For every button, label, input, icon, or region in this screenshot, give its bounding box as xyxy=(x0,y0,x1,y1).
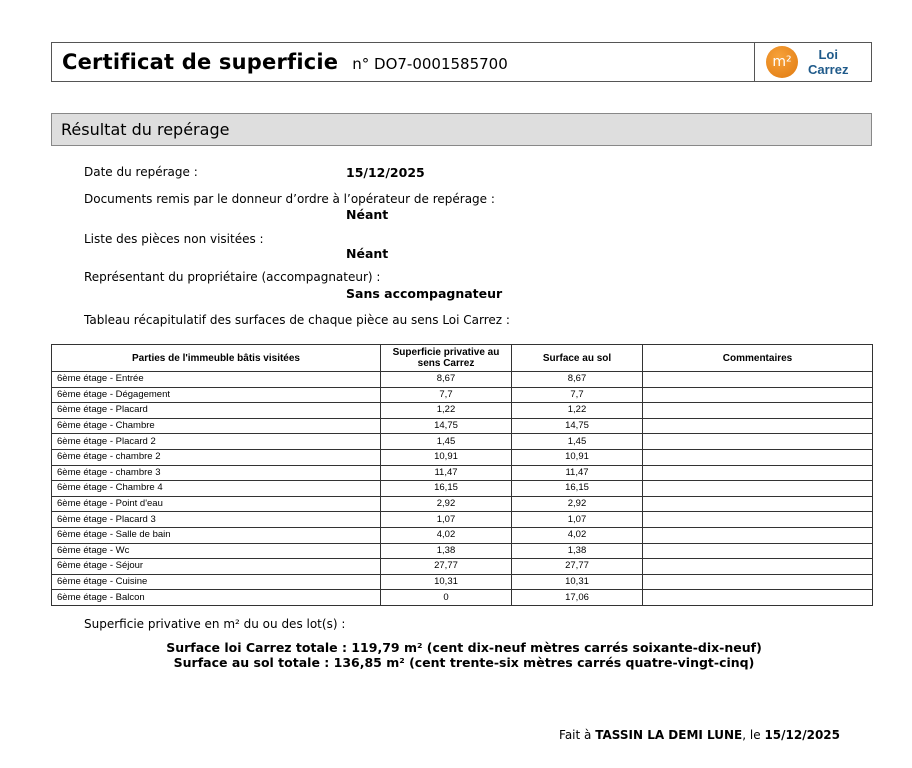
table-row xyxy=(52,434,873,450)
carrez-area-cell: 14,75 xyxy=(381,418,512,434)
representative-label: Représentant du propriétaire (accompagnateur) : xyxy=(84,270,381,284)
carrez-area-cell: 7,7 xyxy=(381,387,512,403)
column-header: Superficie privative au sens Carrez xyxy=(381,345,512,372)
table-row xyxy=(52,465,873,481)
table-intro: Tableau récapitulatif des surfaces de chaque pièce au sens Loi Carrez : xyxy=(84,313,510,327)
total-sol: Surface au sol totale : 136,85 m² (cent trente-six mètres carrés quatre-vingt-cinq) xyxy=(173,655,755,670)
carrez-area-cell: 16,15 xyxy=(381,481,512,497)
carrez-area-cell: 4,02 xyxy=(381,527,512,543)
carrez-area-cell: 8,67 xyxy=(381,372,512,388)
m2-icon: m² xyxy=(766,46,798,78)
comment-cell xyxy=(643,434,873,450)
column-header: Surface au sol xyxy=(512,345,643,372)
floor-area-cell: 7,7 xyxy=(512,387,643,403)
table-row xyxy=(52,512,873,528)
room-name-cell: 6ème étage - Salle de bain xyxy=(52,527,381,543)
comment-cell xyxy=(643,527,873,543)
comment-cell xyxy=(643,496,873,512)
total-carrez: Surface loi Carrez totale : 119,79 m² (cent dix-neuf mètres carrés soixante-dix-neuf) xyxy=(166,640,762,655)
certificate-title: Certificat de superficie xyxy=(62,50,339,74)
column-header: Parties de l'immeuble bâtis visitées xyxy=(52,345,381,372)
floor-area-cell: 4,02 xyxy=(512,527,643,543)
table-body xyxy=(52,372,873,606)
table-row xyxy=(52,481,873,497)
footer-date: 15/12/2025 xyxy=(764,728,840,742)
carrez-area-cell: 10,31 xyxy=(381,574,512,590)
footer-prefix: Fait à xyxy=(559,728,592,742)
table-row xyxy=(52,403,873,419)
logo-text: Loi Carrez xyxy=(808,47,849,77)
loi-carrez-logo xyxy=(754,43,871,81)
documents-value: Néant xyxy=(346,207,389,222)
floor-area-cell: 2,92 xyxy=(512,496,643,512)
summary-label: Superficie privative en m² du ou des lot(s) : xyxy=(84,617,346,631)
table-header-row xyxy=(52,345,873,372)
table-row xyxy=(52,543,873,559)
table-row xyxy=(52,496,873,512)
comment-cell xyxy=(643,372,873,388)
comment-cell xyxy=(643,512,873,528)
carrez-area-cell: 2,92 xyxy=(381,496,512,512)
floor-area-cell: 16,15 xyxy=(512,481,643,497)
floor-area-cell: 1,07 xyxy=(512,512,643,528)
room-name-cell: 6ème étage - chambre 3 xyxy=(52,465,381,481)
table-row xyxy=(52,527,873,543)
certificate-number: n° DO7-0001585700 xyxy=(352,54,508,73)
signature-line xyxy=(559,728,840,742)
room-name-cell: 6ème étage - chambre 2 xyxy=(52,449,381,465)
footer-city: TASSIN LA DEMI LUNE xyxy=(595,728,743,742)
certificate-header xyxy=(51,42,872,82)
table-row xyxy=(52,590,873,606)
section-title: Résultat du repérage xyxy=(61,120,230,139)
room-name-cell: 6ème étage - Wc xyxy=(52,543,381,559)
unvisited-value: Néant xyxy=(346,246,389,261)
table-row xyxy=(52,449,873,465)
section-header xyxy=(51,113,872,146)
floor-area-cell: 1,45 xyxy=(512,434,643,450)
column-header: Commentaires xyxy=(643,345,873,372)
comment-cell xyxy=(643,465,873,481)
comment-cell xyxy=(643,559,873,575)
unvisited-label: Liste des pièces non visitées : xyxy=(84,232,264,246)
floor-area-cell: 1,38 xyxy=(512,543,643,559)
table-row xyxy=(52,574,873,590)
room-name-cell: 6ème étage - Chambre xyxy=(52,418,381,434)
carrez-area-cell: 0 xyxy=(381,590,512,606)
carrez-area-cell: 1,07 xyxy=(381,512,512,528)
room-name-cell: 6ème étage - Cuisine xyxy=(52,574,381,590)
table-row xyxy=(52,418,873,434)
floor-area-cell: 17,06 xyxy=(512,590,643,606)
floor-area-cell: 27,77 xyxy=(512,559,643,575)
carrez-area-cell: 1,38 xyxy=(381,543,512,559)
representative-value: Sans accompagnateur xyxy=(346,286,503,301)
comment-cell xyxy=(643,387,873,403)
floor-area-cell: 1,22 xyxy=(512,403,643,419)
room-name-cell: 6ème étage - Entrée xyxy=(52,372,381,388)
comment-cell xyxy=(643,403,873,419)
comment-cell xyxy=(643,418,873,434)
room-name-cell: 6ème étage - Balcon xyxy=(52,590,381,606)
floor-area-cell: 11,47 xyxy=(512,465,643,481)
comment-cell xyxy=(643,590,873,606)
room-name-cell: 6ème étage - Point d'eau xyxy=(52,496,381,512)
room-name-cell: 6ème étage - Dégagement xyxy=(52,387,381,403)
table-row xyxy=(52,559,873,575)
date-label: Date du repérage : xyxy=(84,165,198,179)
room-name-cell: 6ème étage - Placard 2 xyxy=(52,434,381,450)
floor-area-cell: 10,91 xyxy=(512,449,643,465)
table-row xyxy=(52,372,873,388)
comment-cell xyxy=(643,449,873,465)
room-name-cell: 6ème étage - Chambre 4 xyxy=(52,481,381,497)
floor-area-cell: 14,75 xyxy=(512,418,643,434)
carrez-area-cell: 27,77 xyxy=(381,559,512,575)
floor-area-cell: 10,31 xyxy=(512,574,643,590)
surfaces-table xyxy=(51,344,873,606)
table-row xyxy=(52,387,873,403)
comment-cell xyxy=(643,543,873,559)
floor-area-cell: 8,67 xyxy=(512,372,643,388)
carrez-area-cell: 1,22 xyxy=(381,403,512,419)
room-name-cell: 6ème étage - Placard 3 xyxy=(52,512,381,528)
carrez-area-cell: 1,45 xyxy=(381,434,512,450)
comment-cell xyxy=(643,481,873,497)
documents-label: Documents remis par le donneur d’ordre à l’opérateur de repérage : xyxy=(84,192,495,206)
comment-cell xyxy=(643,574,873,590)
room-name-cell: 6ème étage - Séjour xyxy=(52,559,381,575)
footer-middle: , le xyxy=(742,728,761,742)
room-name-cell: 6ème étage - Placard xyxy=(52,403,381,419)
carrez-area-cell: 10,91 xyxy=(381,449,512,465)
carrez-area-cell: 11,47 xyxy=(381,465,512,481)
date-value: 15/12/2025 xyxy=(346,165,425,180)
